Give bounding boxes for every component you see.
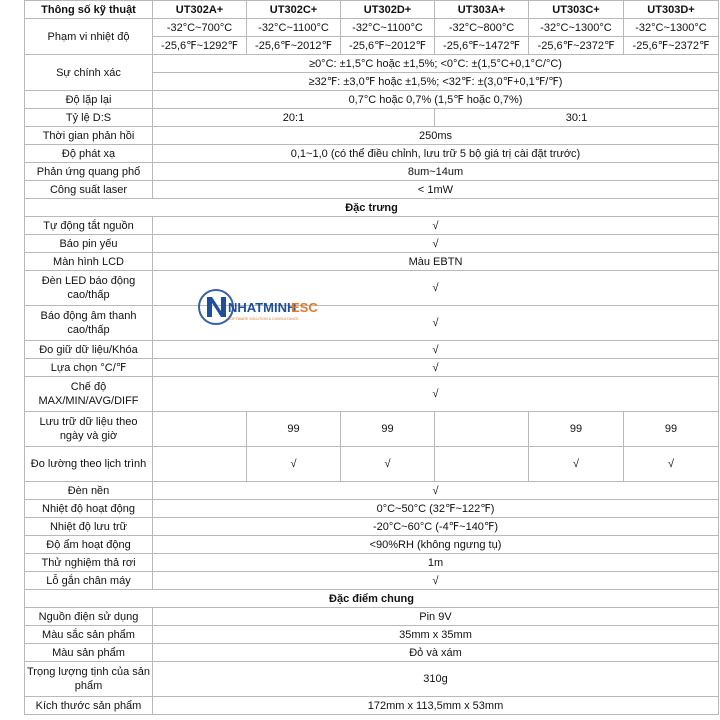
table-row: [25, 500, 719, 518]
check-mark: √: [153, 359, 719, 377]
row-label-hold: Đo giữ dữ liệu/Khóa: [25, 341, 153, 359]
scheduled-cell: √: [529, 447, 624, 482]
header-ut303a: UT303A+: [435, 1, 529, 19]
row-label-drop-test: Thử nghiệm thả rơi: [25, 554, 153, 572]
scheduled-cell: √: [624, 447, 719, 482]
table-row: [25, 181, 719, 199]
section-row: [25, 590, 719, 608]
laser-value: < 1mW: [153, 181, 719, 199]
table-row: [25, 55, 719, 73]
repeatability-value: 0,7°C hoặc 0,7% (1,5℉ hoặc 0,7%): [153, 91, 719, 109]
table-row: [25, 271, 719, 306]
row-label-power: Nguồn điện sử dụng: [25, 608, 153, 626]
row-label-unit-select: Lựa chọn °C/℉: [25, 359, 153, 377]
row-label-auto-off: Tự động tắt nguồn: [25, 217, 153, 235]
table-row: [25, 518, 719, 536]
nhatminh-logo: [197, 286, 318, 328]
lcd-value: Màu EBTN: [153, 253, 719, 271]
row-label-lcd: Màn hình LCD: [25, 253, 153, 271]
humidity-value: <90%RH (không ngưng tụ): [153, 536, 719, 554]
scheduled-cell: [153, 447, 247, 482]
row-label-color: Màu sản phẩm: [25, 644, 153, 662]
spectral-value: 8um~14um: [153, 163, 719, 181]
logo-tagline: SOFTWARE SOLUTION & CONSULTANCE: [228, 317, 299, 321]
op-temp-value: 0°C~50°C (32℉~122℉): [153, 500, 719, 518]
scheduled-cell: [435, 447, 529, 482]
check-mark: √: [153, 572, 719, 590]
storage-cell: 99: [624, 412, 719, 447]
ds-ratio-ut302: 20:1: [153, 109, 435, 127]
check-mark: √: [153, 341, 719, 359]
row-label-tripod: Lỗ gắn chân máy: [25, 572, 153, 590]
dimensions-value: 172mm x 113,5mm x 53mm: [153, 697, 719, 715]
row-label-sound-alarm: Báo động âm thanh cao/thấp: [25, 306, 153, 341]
section-row: [25, 199, 719, 217]
screen-size-value: 35mm x 35mm: [153, 626, 719, 644]
table-row: [25, 359, 719, 377]
table-row: [25, 662, 719, 697]
table-row: [25, 91, 719, 109]
storage-cell: [153, 412, 247, 447]
header-ut303c: UT303C+: [529, 1, 624, 19]
check-mark: √: [153, 217, 719, 235]
temp-f-cell: -25,6℉~2372℉: [624, 37, 719, 55]
table-row: [25, 554, 719, 572]
row-label-backlight: Đèn nền: [25, 482, 153, 500]
temp-f-cell: -25,6℉~2012℉: [341, 37, 435, 55]
check-mark: √: [153, 482, 719, 500]
table-row: [25, 447, 719, 482]
temp-c-cell: -32°C~1100°C: [341, 19, 435, 37]
table-row: [25, 145, 719, 163]
temp-c-cell: -32°C~1100°C: [247, 19, 341, 37]
check-mark: √: [153, 377, 719, 412]
header-row: [25, 1, 719, 19]
table-row: [25, 127, 719, 145]
section-general-title: Đặc điểm chung: [25, 590, 719, 608]
header-ut303d: UT303D+: [624, 1, 719, 19]
table-row: [25, 306, 719, 341]
logo-n-mark: [207, 297, 226, 317]
check-mark: √: [153, 235, 719, 253]
header-ut302d: UT302D+: [341, 1, 435, 19]
header-spec: Thông số kỹ thuật: [25, 1, 153, 19]
row-label-scheduled: Đo lường theo lịch trình: [25, 447, 153, 482]
storage-cell: 99: [341, 412, 435, 447]
row-label-humidity: Độ ẩm hoạt động: [25, 536, 153, 554]
accuracy-celsius: ≥0°C: ±1,5°C hoặc ±1,5%; <0°C: ±(1,5°C+0,1°C/°C): [153, 55, 719, 73]
scheduled-cell: √: [341, 447, 435, 482]
temp-f-cell: -25,6℉~1472℉: [435, 37, 529, 55]
row-label-accuracy: Sự chính xác: [25, 55, 153, 91]
temp-f-cell: -25,6℉~2372℉: [529, 37, 624, 55]
table-row: [25, 163, 719, 181]
row-label-emissivity: Độ phát xạ: [25, 145, 153, 163]
row-label-weight: Trọng lượng tịnh của sản phẩm: [25, 662, 153, 697]
section-features-title: Đặc trưng: [25, 199, 719, 217]
row-label-laser: Công suất laser: [25, 181, 153, 199]
table-row: [25, 626, 719, 644]
table-row: [25, 377, 719, 412]
temp-f-cell: -25,6℉~1292℉: [153, 37, 247, 55]
row-label-storage: Lưu trữ dữ liệu theo ngày và giờ: [25, 412, 153, 447]
table-row: [25, 217, 719, 235]
row-label-led-alarm: Đèn LED báo động cao/thấp: [25, 271, 153, 306]
table-row: [25, 109, 719, 127]
row-label-ds-ratio: Tỷ lệ D:S: [25, 109, 153, 127]
table-row: [25, 536, 719, 554]
row-label-mode: Chế độ MAX/MIN/AVG/DIFF: [25, 377, 153, 412]
spec-table: [24, 0, 719, 715]
row-label-spectral: Phản ứng quang phổ: [25, 163, 153, 181]
check-mark: √: [153, 271, 719, 306]
row-label-response-time: Thời gian phản hồi: [25, 127, 153, 145]
table-row: [25, 608, 719, 626]
table-row: [25, 253, 719, 271]
row-label-screen-size: Màu sắc sản phẩm: [25, 626, 153, 644]
weight-value: 310g: [153, 662, 719, 697]
header-ut302a: UT302A+: [153, 1, 247, 19]
scheduled-cell: √: [247, 447, 341, 482]
temp-c-cell: -32°C~1300°C: [624, 19, 719, 37]
storage-cell: [435, 412, 529, 447]
row-label-temp-range: Phạm vi nhiệt độ: [25, 19, 153, 55]
ds-ratio-ut303: 30:1: [435, 109, 719, 127]
table-row: [25, 697, 719, 715]
storage-cell: 99: [247, 412, 341, 447]
temp-f-cell: -25,6℉~2012℉: [247, 37, 341, 55]
logo-suffix-text: ESC: [291, 300, 318, 315]
row-label-storage-temp: Nhiệt độ lưu trữ: [25, 518, 153, 536]
temp-c-cell: -32°C~1300°C: [529, 19, 624, 37]
row-label-op-temp: Nhiệt độ hoạt động: [25, 500, 153, 518]
row-label-dimensions: Kích thước sản phẩm: [25, 697, 153, 715]
row-label-repeatability: Độ lặp lại: [25, 91, 153, 109]
table-row: [25, 235, 719, 253]
color-value: Đỏ và xám: [153, 644, 719, 662]
power-value: Pin 9V: [153, 608, 719, 626]
emissivity-value: 0,1~1,0 (có thể điều chỉnh, lưu trữ 5 bộ giá trị cài đặt trước): [153, 145, 719, 163]
storage-cell: 99: [529, 412, 624, 447]
logo-main-text: NHATMINH: [228, 300, 297, 315]
row-label-low-battery: Báo pin yếu: [25, 235, 153, 253]
response-time-value: 250ms: [153, 127, 719, 145]
temp-c-cell: -32°C~800°C: [435, 19, 529, 37]
temp-c-cell: -32°C~700°C: [153, 19, 247, 37]
table-row: [25, 644, 719, 662]
drop-test-value: 1m: [153, 554, 719, 572]
header-ut302c: UT302C+: [247, 1, 341, 19]
table-row: [25, 341, 719, 359]
check-mark: √: [153, 306, 719, 341]
storage-temp-value: -20°C~60°C (-4℉~140℉): [153, 518, 719, 536]
table-row: [25, 572, 719, 590]
table-row: [25, 19, 719, 37]
table-row: [25, 482, 719, 500]
accuracy-fahrenheit: ≥32℉: ±3,0℉ hoặc ±1,5%; <32℉: ±(3,0℉+0,1℉/℉): [153, 73, 719, 91]
table-row: [25, 412, 719, 447]
